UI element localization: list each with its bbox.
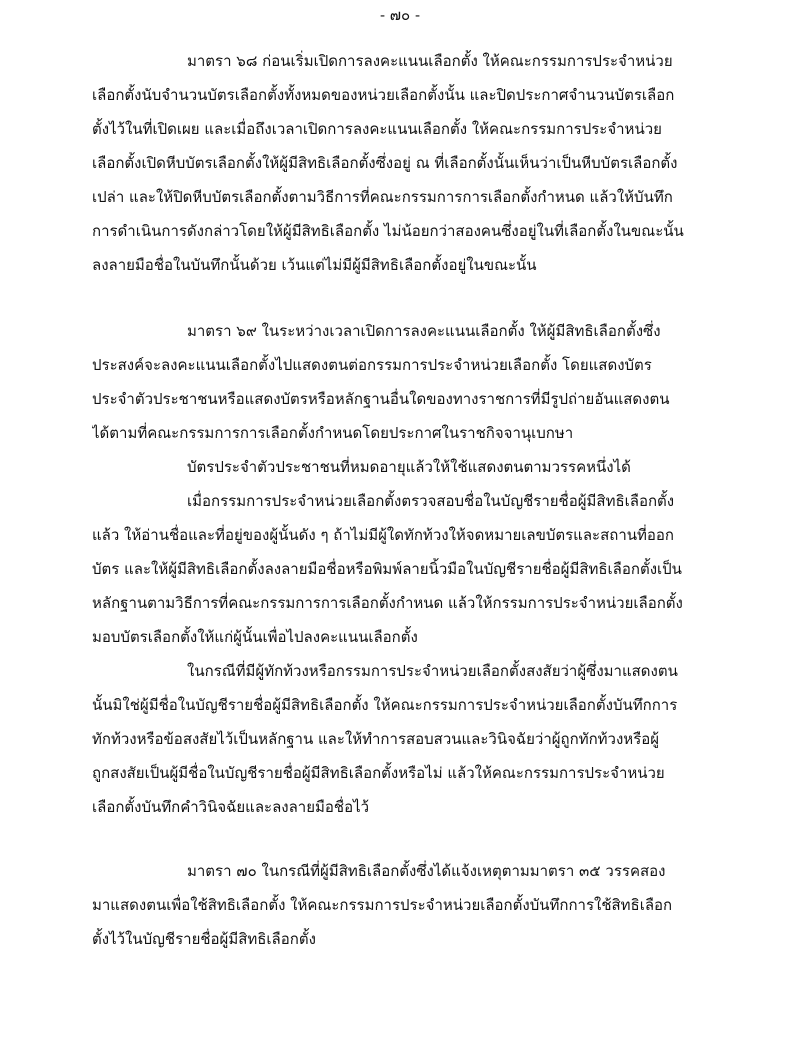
section-69-line-3: ประจำตัวประชาชนหรือแสดงบัตรหรือหลักฐานอื่นใดของทางราชการที่มีรูปถ่ายอันแสดงตน (92, 390, 670, 408)
section-69-line-12: นั้นมิใช่ผู้มีชื่อในบัญชีรายชื่อผู้มีสิทธิเลือกตั้ง ให้คณะกรรมการประจำหน่วยเลือกตั้งบันทึกการ (92, 696, 678, 714)
section-69-line-10: มอบบัตรเลือกตั้งให้แก่ผู้นั้นเพื่อไปลงคะแนนเลือกตั้ง (92, 628, 418, 646)
section-69-line-8: บัตร และให้ผู้มีสิทธิเลือกตั้งลงลายมือชื่อหรือพิมพ์ลายนิ้วมือในบัญชีรายชื่อผู้มีสิทธิเลือกตั้งเป็น (92, 560, 682, 578)
section-68-line-2: เลือกตั้งนับจำนวนบัตรเลือกตั้งทั้งหมดของหน่วยเลือกตั้งนั้น และปิดประกาศจำนวนบัตรเลือก (92, 86, 675, 104)
section-70-line-2: มาแสดงตนเพื่อใช้สิทธิเลือกตั้ง ให้คณะกรรมการประจำหน่วยเลือกตั้งบันทึกการใช้สิทธิเลือก (92, 896, 673, 914)
section-68-line-3: ตั้งไว้ในที่เปิดเผย และเมื่อถึงเวลาเปิดการลงคะแนนเลือกตั้ง ให้คณะกรรมการประจำหน่วย (92, 120, 662, 138)
section-69-line-6: เมื่อกรรมการประจำหน่วยเลือกตั้งตรวจสอบชื่อในบัญชีรายชื่อผู้มีสิทธิเลือกตั้ง (187, 492, 675, 510)
section-68-line-4: เลือกตั้งเปิดหีบบัตรเลือกตั้งให้ผู้มีสิทธิเลือกตั้งซึ่งอยู่ ณ ที่เลือกตั้งนั้นเห็นว่าเป็นหีบบัตรเลือกตั้ง (92, 154, 678, 172)
section-69-line-1: มาตรา ๖๙ ในระหว่างเวลาเปิดการลงคะแนนเลือกตั้ง ให้ผู้มีสิทธิเลือกตั้งซึ่ง (187, 322, 661, 340)
section-68-line-5: เปล่า และให้ปิดหีบบัตรเลือกตั้งตามวิธีการที่คณะกรรมการการเลือกตั้งกำหนด แล้วให้บันทึก (92, 188, 673, 206)
section-70-line-3: ตั้งไว้ในบัญชีรายชื่อผู้มีสิทธิเลือกตั้ง (92, 930, 316, 948)
section-68-line-7: ลงลายมือชื่อในบันทึกนั้นด้วย เว้นแต่ไม่มีผู้มีสิทธิเลือกตั้งอยู่ในขณะนั้น (92, 256, 537, 274)
section-70-line-1: มาตรา ๗๐ ในกรณีที่ผู้มีสิทธิเลือกตั้งซึ่งได้แจ้งเหตุตามมาตรา ๓๕ วรรคสอง (187, 862, 666, 880)
page-number: - ๗๐ - (379, 6, 421, 24)
section-69-line-15: เลือกตั้งบันทึกคำวินิจฉัยและลงลายมือชื่อไว้ (92, 798, 370, 816)
section-69-line-11: ในกรณีที่มีผู้ทักท้วงหรือกรรมการประจำหน่วยเลือกตั้งสงสัยว่าผู้ซึ่งมาแสดงตน (187, 662, 678, 680)
section-69-line-2: ประสงค์จะลงคะแนนเลือกตั้งไปแสดงตนต่อกรรมการประจำหน่วยเลือกตั้ง โดยแสดงบัตร (92, 356, 652, 374)
section-69-line-9: หลักฐานตามวิธีการที่คณะกรรมการการเลือกตั้งกำหนด แล้วให้กรรมการประจำหน่วยเลือกตั้ง (92, 594, 683, 612)
section-69-line-4: ได้ตามที่คณะกรรมการการเลือกตั้งกำหนดโดยประกาศในราชกิจจานุเบกษา (92, 424, 574, 442)
section-68-line-1: มาตรา ๖๘ ก่อนเริ่มเปิดการลงคะแนนเลือกตั้ง ให้คณะกรรมการประจำหน่วย (187, 52, 673, 70)
section-68-line-6: การดำเนินการดังกล่าวโดยให้ผู้มีสิทธิเลือกตั้ง ไม่น้อยกว่าสองคนซึ่งอยู่ในที่เลือกตั้งในขณะนั้น (92, 222, 684, 240)
section-69-line-7: แล้ว ให้อ่านชื่อและที่อยู่ของผู้นั้นดัง ๆ ถ้าไม่มีผู้ใดทักท้วงให้จดหมายเลขบัตรและสถานที่ออก (92, 526, 675, 544)
section-69-line-5: บัตรประจำตัวประชาชนที่หมดอายุแล้วให้ใช้แสดงตนตามวรรคหนึ่งได้ (187, 458, 631, 476)
section-69-line-14: ถูกสงสัยเป็นผู้มีชื่อในบัญชีรายชื่อผู้มีสิทธิเลือกตั้งหรือไม่ แล้วให้คณะกรรมการประจำหน่วย (92, 764, 665, 782)
section-69-line-13: ทักท้วงหรือข้อสงสัยไว้เป็นหลักฐาน และให้ทำการสอบสวนและวินิจฉัยว่าผู้ถูกทักท้วงหรือผู้ (92, 730, 660, 748)
